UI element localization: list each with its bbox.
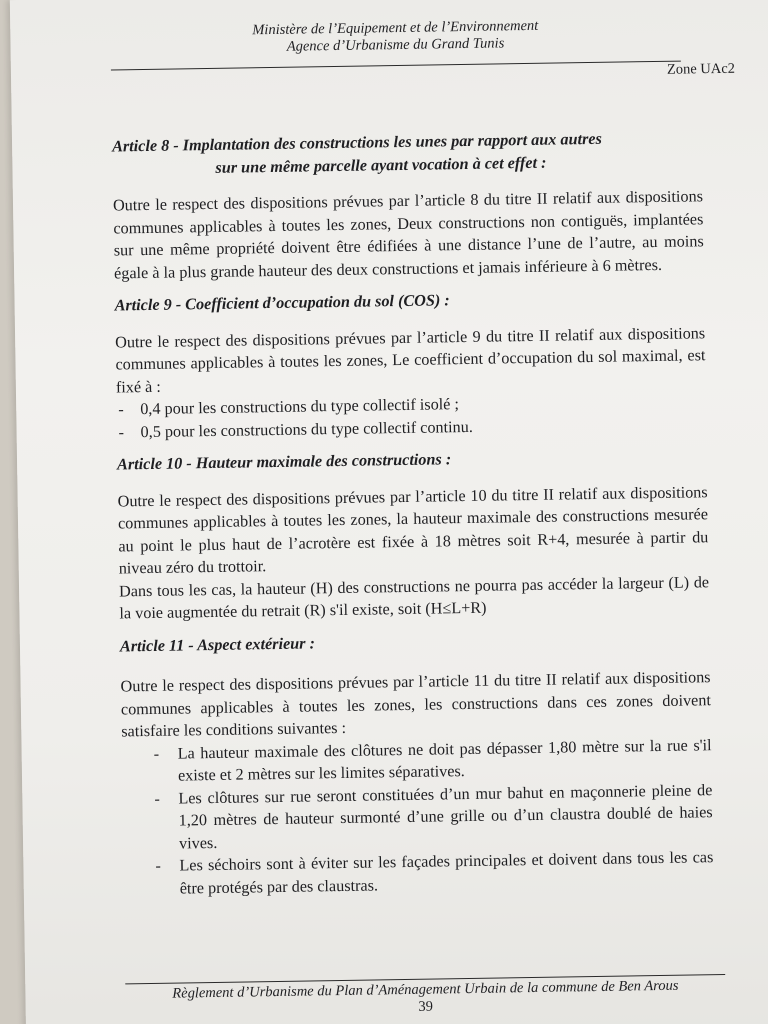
article-10-paragraph-2: Dans tous les cas, la hauteur (H) des constructions ne pourra pas accéder la largeur (L) de la voie augmentée du retrait (R) s'il existe, soit (H≤L+R) <box>118 572 710 623</box>
article-8-number: Article 8 - <box>111 136 183 156</box>
list-item-text: Les séchoirs sont à éviter sur les façades principales et doivent dans tous les cas être protégés par des claustras. <box>179 848 714 898</box>
zone-label: Zone UAc2 <box>666 60 736 78</box>
footer-title: Règlement d’Urbanisme du Plan d’Aménagement Urbain de la commune de Ben Arous <box>172 977 679 1002</box>
article-10-paragraph-1: Outre le respect des dispositions prévues par l’article 10 du titre II relatif aux dispositions communes applicables à toutes les zones, la hauteur maximale des constructions mesurée au point le plus haut de l’acrotère est fixée à 18 mètres soit R+4, mesurée à partir du niveau zéro du trottoir. <box>117 482 709 578</box>
page-footer <box>115 977 735 1021</box>
dash-marker: - <box>118 400 124 419</box>
document-page <box>10 0 768 1024</box>
list-item-text: La hauteur maximale des clôtures ne doit pas dépasser 1,80 mètre sur la rue s'il existe et 2 mètres sur les limites séparatives. <box>177 735 712 785</box>
article-11-list <box>121 734 713 901</box>
header-ministry: Ministère de l’Equipement et de l’Environnement <box>252 17 539 39</box>
header-agency: Agence d’Urbanisme du Grand Tunis <box>286 35 505 55</box>
article-9-number: Article 9 - <box>114 295 186 315</box>
list-item-text: 0,4 pour les constructions du type collectif isolé ; <box>140 395 460 419</box>
article-9-title: Coefficient d’occupation du sol (COS) : <box>185 291 450 314</box>
article-11-number: Article 11 - <box>119 635 198 655</box>
page-body <box>112 126 714 900</box>
dash-marker: - <box>154 789 160 808</box>
article-11-title: Aspect extérieur : <box>196 633 316 654</box>
dash-marker: - <box>118 422 125 441</box>
page-number: 39 <box>418 998 434 1015</box>
page-header <box>105 16 685 59</box>
article-8-paragraph: Outre le respect des dispositions prévues par l’article 8 du titre II relatif aux dispositions communes applicables à toutes les zones, Deux constructions non contiguës, implantées sur une même propriété doivent être édifiées à une distance l’une de l’autre, au moins égale à la plus grande hauteur des deux constructions et jamais inférieure à 6 mètres. <box>112 187 704 283</box>
article-11-paragraph: Outre le respect des dispositions prévues par l’article 11 du titre II relatif aux dispositions communes applicables à toutes les zones, les constructions dans ces zones doivent satisfaire les conditions suivantes : <box>120 668 712 741</box>
dash-marker: - <box>153 744 160 763</box>
list-item-text: Les clôtures sur rue seront constituées d’un mur bahut en maçonnerie pleine de 1,20 mètres de hauteur surmonté d’une grille ou d’un claustra doublé de haies vives. <box>178 780 713 853</box>
article-10-title: Hauteur maximale des constructions : <box>195 450 452 473</box>
article-10-number: Article 10 - <box>116 454 196 474</box>
header-rule <box>111 61 681 71</box>
dash-marker: - <box>155 856 161 875</box>
article-9-paragraph: Outre le respect des dispositions prévues par l’article 9 du titre II relatif aux dispositions communes applicables à toutes les zones, Le coefficient d’occupation du sol maximal, est fixé à : <box>115 323 706 396</box>
article-8-title-line1: Implantation des constructions les unes par rapport aux autres <box>182 129 602 155</box>
list-item <box>154 779 713 855</box>
list-item <box>155 846 714 900</box>
article-8-title-line2: sur une même parcelle ayant vocation à cet effet : <box>215 153 547 177</box>
article-9-list <box>116 389 707 443</box>
list-item-text: 0,5 pour les constructions du type collectif continu. <box>140 417 473 441</box>
